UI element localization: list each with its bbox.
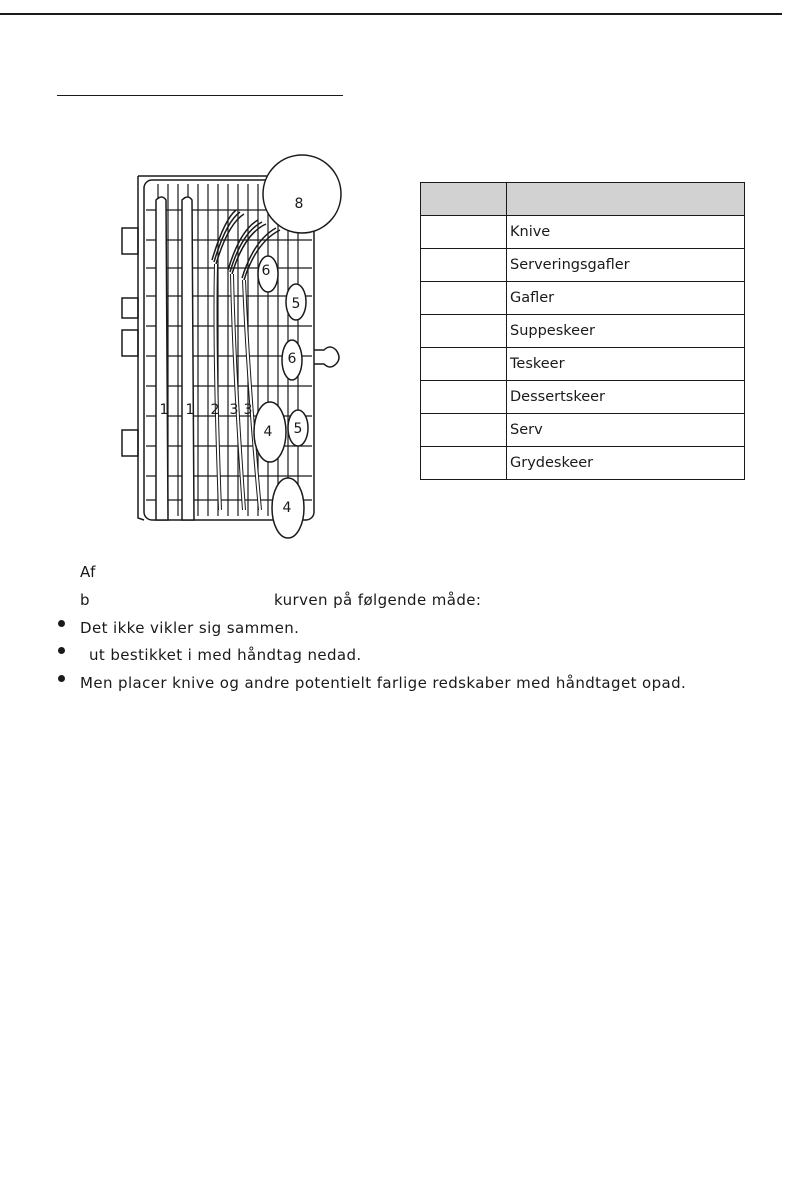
bullet-item: Men placer knive og andre potentielt farlige redskaber med håndtaget opad. xyxy=(80,674,687,692)
label-ladle-8: 8 xyxy=(294,196,304,212)
knife-shape xyxy=(156,197,168,520)
label-dessert-spoon-6: 6 xyxy=(287,351,297,367)
bullet-item: Det ikke vikler sig sammen. xyxy=(80,619,300,637)
bullet-icon xyxy=(58,675,65,682)
body-line-2-start: b xyxy=(80,591,90,609)
label-soup-spoon-4: 4 xyxy=(282,500,292,516)
legend-number xyxy=(421,381,507,414)
legend-header-row xyxy=(421,183,745,216)
legend-number xyxy=(421,447,507,480)
label-serving-fork-2: 2 xyxy=(210,402,220,418)
ladle-bowl xyxy=(263,155,341,233)
legend-label: Serv xyxy=(507,414,745,447)
legend-number xyxy=(421,282,507,315)
legend-row xyxy=(421,381,745,414)
basket-frame-left xyxy=(138,176,144,520)
legend-number xyxy=(421,249,507,282)
label-soup-spoon-4: 4 xyxy=(263,424,273,440)
legend-label: Suppeskeer xyxy=(507,315,745,348)
label-teaspoon-5: 5 xyxy=(293,421,303,437)
bullet-item: ut bestikket i med håndtag nedad. xyxy=(89,646,362,664)
label-knife-1: 1 xyxy=(159,402,169,418)
label-knife-1: 1 xyxy=(185,402,195,418)
legend-header-item xyxy=(507,183,745,216)
label-fork-3: 3 xyxy=(243,402,253,418)
legend-row xyxy=(421,249,745,282)
legend-label: Serveringsgafler xyxy=(507,249,745,282)
basket-handle xyxy=(314,347,339,367)
legend-label: Dessertskeer xyxy=(507,381,745,414)
bullet-icon xyxy=(58,620,65,627)
legend-row xyxy=(421,447,745,480)
cutlery-legend-table xyxy=(420,182,745,480)
bullet-icon xyxy=(58,647,65,654)
legend-row xyxy=(421,348,745,381)
legend-row xyxy=(421,216,745,249)
label-teaspoon-5: 5 xyxy=(291,296,301,312)
knife-shape xyxy=(182,197,194,520)
legend-number xyxy=(421,216,507,249)
legend-label: Gafler xyxy=(507,282,745,315)
legend-label: Knive xyxy=(507,216,745,249)
label-fork-3: 3 xyxy=(229,402,239,418)
top-rule xyxy=(0,13,782,15)
legend-row xyxy=(421,282,745,315)
cutlery-basket-illustration xyxy=(116,150,346,545)
legend-header-number xyxy=(421,183,507,216)
legend-number xyxy=(421,414,507,447)
label-dessert-spoon-6: 6 xyxy=(261,263,271,279)
legend-label: Teskeer xyxy=(507,348,745,381)
legend-row xyxy=(421,414,745,447)
heading-underline xyxy=(57,95,343,96)
legend-label: Grydeskeer xyxy=(507,447,745,480)
legend-number xyxy=(421,348,507,381)
legend-number xyxy=(421,315,507,348)
legend-row xyxy=(421,315,745,348)
body-line-2-end: kurven på følgende måde: xyxy=(274,591,482,609)
body-line-1: Af xyxy=(80,563,96,581)
